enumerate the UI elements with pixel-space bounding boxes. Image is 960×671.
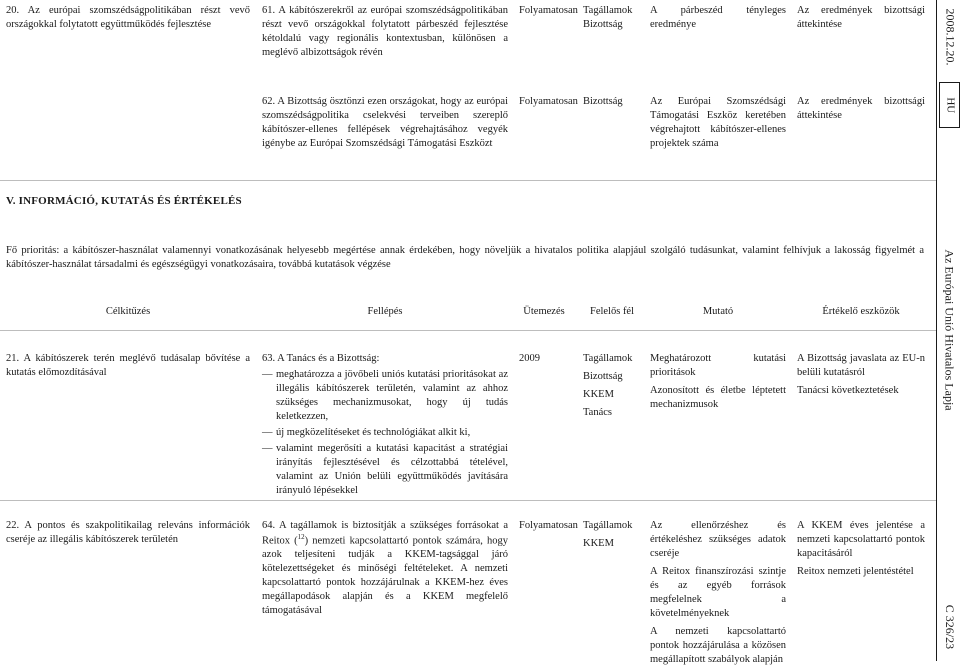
objective-cell-21: 21. A kábítószerek terén meglévő tudásalap bővítése a kutatás előmozdításával: [6, 353, 250, 378]
header-action: Fellépés: [367, 306, 403, 317]
indicator-cell-62: Az Európai Szomszédsági Támogatási Eszköz keretében végrehajtott kábítószer-ellenes projektek száma: [650, 96, 786, 149]
header-indicator: Mutató: [702, 306, 734, 317]
action-cell-61: 61. A kábítószerekről az európai szomszédságpolitikában részt vevő országokkal folytatott párbeszéd fejlesztése kétoldalú vagy regionális kontextusban, különösen a meglévő albizottságok révén: [262, 5, 508, 58]
indicator-cell-64: Az ellenőrzéshez és értékeléshez szükséges adatok cseréje A Reitox finanszírozási szintje és az egyéb források megfelelnek a követelményeknek A nemzeti kapcsolattartó pontok hozzájárulása a közösen megállapított szabályok alapján: [650, 520, 786, 665]
main-priority: Fő prioritás: a kábítószer-használat valamennyi vonatkozásának helyesebb megértése annak érdekében, hogy növeljük a hivatalos politika alapjául szolgáló tudásunkat, valamint felhívjuk a lakosság figyelmét a kábítószer-használat társadalmi és egészségügyi vonatkozásaira, továbbá kutatások végzése: [6, 245, 924, 270]
list-item: — meghatározza a jövőbeli uniós kutatási prioritásokat az illegális kábítószerek területén, valamint az ahhoz szükséges mechanizmusokat, hogy új tudás keletkezzen,: [262, 368, 508, 424]
header-objective: Célkitűzés: [105, 306, 151, 317]
responsible-cell-63: Tagállamok Bizottság KKEM Tanács: [583, 353, 633, 418]
language-badge: HU: [939, 82, 960, 128]
action-cell-62: 62. A Bizottság ösztönzi ezen országokat, hogy az európai szomszédságpolitika cselekvési terveiben szereplő kábítószer-ellenes fellépések végrehajtásához vegyék igénybe az Európai Szomszédsági Támogatási Eszközt: [262, 96, 508, 149]
action-cell-63: 63. A Tanács és a Bizottság: — meghatározza a jövőbeli uniós kutatási prioritásokat az illegális kábítószerek területén, valamint az ahhoz szükséges mechanizmusokat, hogy új tudás keletkezzen, — új megközelítéseket és technológiákat alkit ki, — valamint megerősíti a kutatási kapacitást a stratégiai irányítás fejlesztésével és célzottabbá tételével, valamint az Unión belüli együttműködés javítására irányuló lépésekkel: [262, 352, 508, 500]
objective-cell-20: 20. Az európai szomszédságpolitikában részt vevő országokkal folytatott együttműködés fejlesztése: [6, 5, 250, 30]
responsible-cell-61: Tagállamok Bizottság: [583, 5, 633, 30]
header-timetable: Ütemezés: [523, 306, 565, 317]
assessment-cell-64: A KKEM éves jelentése a nemzeti kapcsolattartó pontok kapacitásáról Reitox nemzeti jelentéstétel: [797, 520, 925, 577]
indicator-cell-63: Meghatározott kutatási prioritások Azonosított és életbe léptetett mechanizmusok: [650, 353, 786, 410]
divider: [0, 500, 936, 501]
header-assessment: Értékelő eszközök: [822, 306, 900, 317]
responsible-cell-62: Bizottság: [583, 96, 623, 107]
list-item: — valamint megerősíti a kutatási kapacitást a stratégiai irányítás fejlesztésével és célzottabbá tételével, valamint az Unión belüli együttműködés javítására irányuló lépésekkel: [262, 442, 508, 498]
header-responsible: Felelős fél: [589, 306, 635, 317]
objective-cell-22: 22. A pontos és szakpolitikailag releváns információk cseréje az illegális kábítószerek területén: [6, 520, 250, 545]
timetable-cell-61: Folyamatosan: [519, 5, 578, 16]
indicator-cell-61: A párbeszéd tényleges eredménye: [650, 5, 786, 30]
timetable-cell-63: 2009: [519, 353, 540, 364]
list-item: — új megközelítéseket és technológiákat alkit ki,: [262, 426, 508, 440]
assessment-cell-61: Az eredmények bizottsági áttekintése: [797, 5, 925, 30]
assessment-cell-62: Az eredmények bizottsági áttekintése: [797, 96, 925, 121]
responsible-cell-64: Tagállamok KKEM: [583, 520, 633, 549]
page-margin-sidebar: [936, 0, 960, 661]
page-reference: C 326/23: [942, 604, 957, 650]
divider: [0, 180, 936, 181]
action-cell-64: 64. A tagállamok is biztosítják a szükséges forrásokat a Reitox ($^{12}$) nemzeti kapcsolattartó pontok számára, hogy azok teljesíteni tudják a KKEM-tagsággal járó kötelezettségeket és minőségi feltételeket. A nemzeti kapcsolattartó pontok hozzájárulnak a KKEM-hez éves megállapodások alapján és a KKEM megfelelő támogatásával: [262, 520, 509, 617]
section-heading: V. INFORMÁCIÓ, KUTATÁS ÉS ÉRTÉKELÉS: [6, 195, 242, 207]
assessment-cell-63: A Bizottság javaslata az EU-n belüli kutatásról Tanácsi következtetések: [797, 353, 925, 396]
journal-title: Az Európai Unió Hivatalos Lapja: [942, 249, 957, 411]
timetable-cell-62: Folyamatosan: [519, 96, 578, 107]
publication-date: 2008.12.20.: [942, 8, 957, 66]
divider: [0, 330, 936, 331]
timetable-cell-64: Folyamatosan: [519, 520, 578, 531]
